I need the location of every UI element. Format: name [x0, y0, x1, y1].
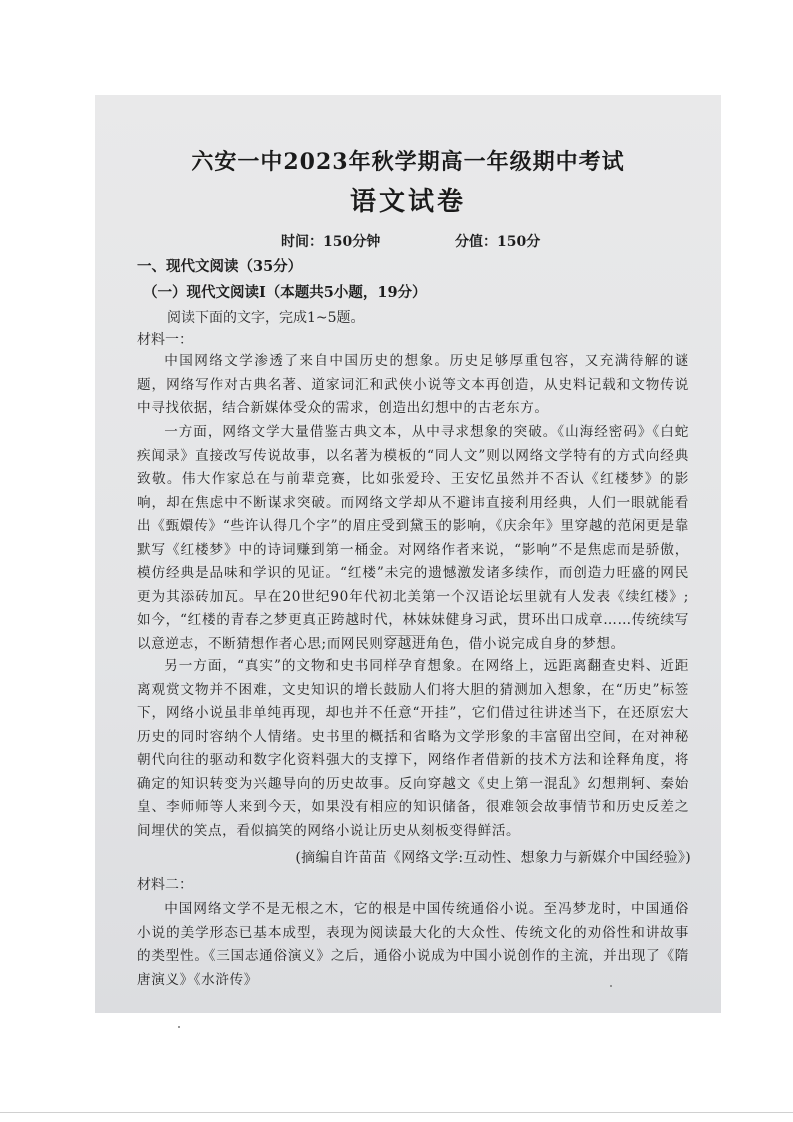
paragraph: 一方面，网络文学大量借鉴古典文本，从中寻求想象的突破。《山海经密码》《白蛇疾闻录》直接改写传说故事，以名著为模板的“同人文”则以网络文学特有的方式向经典致敬。伟大作家总在与前辈竞赛，比如张爱玲、王安忆虽然并不否认《红楼梦》的影响，却在焦虑中不断谋求突破。而网络文学却从不避讳直接利用经典，人们一眼就能看出《甄嬛传》“些许认得几个字”的眉庄受到黛玉的影响，《庆余年》里穿越的范闲更是靠默写《红楼梦》中的诗词赚到第一桶金。对网络作者来说，“影响”不是焦虑而是骄傲，模仿经典是品味和学识的见证。“红楼”未完的遗憾激发诸多续作，而创造力旺盛的网民更为其添砖加瓦。早在20世纪90年代初北美第一个汉语论坛里就有人发表《续红楼》;如今，“红楼的青春之梦更真正跨越时代，林妹妹健身习武，贯环出口成章……传统续写以意逆志，不断猜想作者心思;而网民则穿越进角色，借小说完成自身的梦想。 — [137, 424, 689, 652]
paragraph: 另一方面，“真实”的文物和史书同样孕育想象。在网络上，远距离翻查史料、近距离观赏文物并不困难，文史知识的增长鼓励人们将大胆的猜测加入想象，在“历史”标签下，网络小说虽非单纯再现，却也并不任意“开挂”，它们借过往讲述当下，在还原宏大历史的同时容纳个人情绪。史书里的概括和省略为文学形象的丰富留出空间，在对神秘朝代向往的驱动和数字化资料强大的支撑下，网络作者借新的技术方法和诠释角度，将确定的知识转变为兴趣导向的历史故事。反向穿越文《史上第一混乱》幻想荆轲、秦始皇、李师师等人来到今天，如果没有相应的知识储备，很难领会故事情节和历史反差之间埋伏的笑点，看似搞笑的网络小说让历史从刻板变得鲜活。 — [137, 658, 689, 839]
divider — [385, 635, 425, 636]
section-heading: 一、现代文阅读（35分） — [137, 258, 303, 275]
reading-instruction: 阅读下面的文字，完成1~5题。 — [167, 310, 365, 326]
exam-score: 分值：150分 — [455, 234, 541, 250]
exam-time: 时间：150分钟 — [281, 234, 381, 250]
paragraph: 中国网络文学不是无根之木，它的根是中国传统通俗小说。至冯梦龙时，中国通俗小说的美学形态已基本成型，表现为阅读最大化的大众性、传统文化的劝俗性和讲故事的类型性。《三国志通俗演义》之后，通俗小说成为中国小说创作的主流，并出现了《隋唐演义》《水浒传》 — [137, 901, 689, 988]
scanned-exam-page — [95, 95, 721, 1013]
exam-subtitle: 语文试卷 — [349, 187, 466, 217]
speck — [178, 1026, 180, 1028]
page-edge-line — [0, 1112, 793, 1113]
subsection-heading: （一）现代文阅读Ⅰ（本题共5小题，19分） — [143, 284, 427, 301]
material-label: 材料二： — [137, 877, 193, 893]
source-citation: (摘编自许苗苗《网络文学:互动性、想象力与新媒介中国经验》) — [295, 850, 691, 866]
material-label: 材料一： — [137, 332, 193, 348]
paragraph: 中国网络文学渗透了来自中国历史的想象。历史足够厚重包容，又充满待解的谜题，网络写作对古典名著、道家词汇和武侠小说等文本再创造，从史料记载和文物传说中寻找依据，结合新媒体受众的需求，创造出幻想中的古老东方。 — [137, 353, 689, 416]
exam-title: 六安一中2023年秋学期高一年级期中考试 — [191, 149, 625, 175]
